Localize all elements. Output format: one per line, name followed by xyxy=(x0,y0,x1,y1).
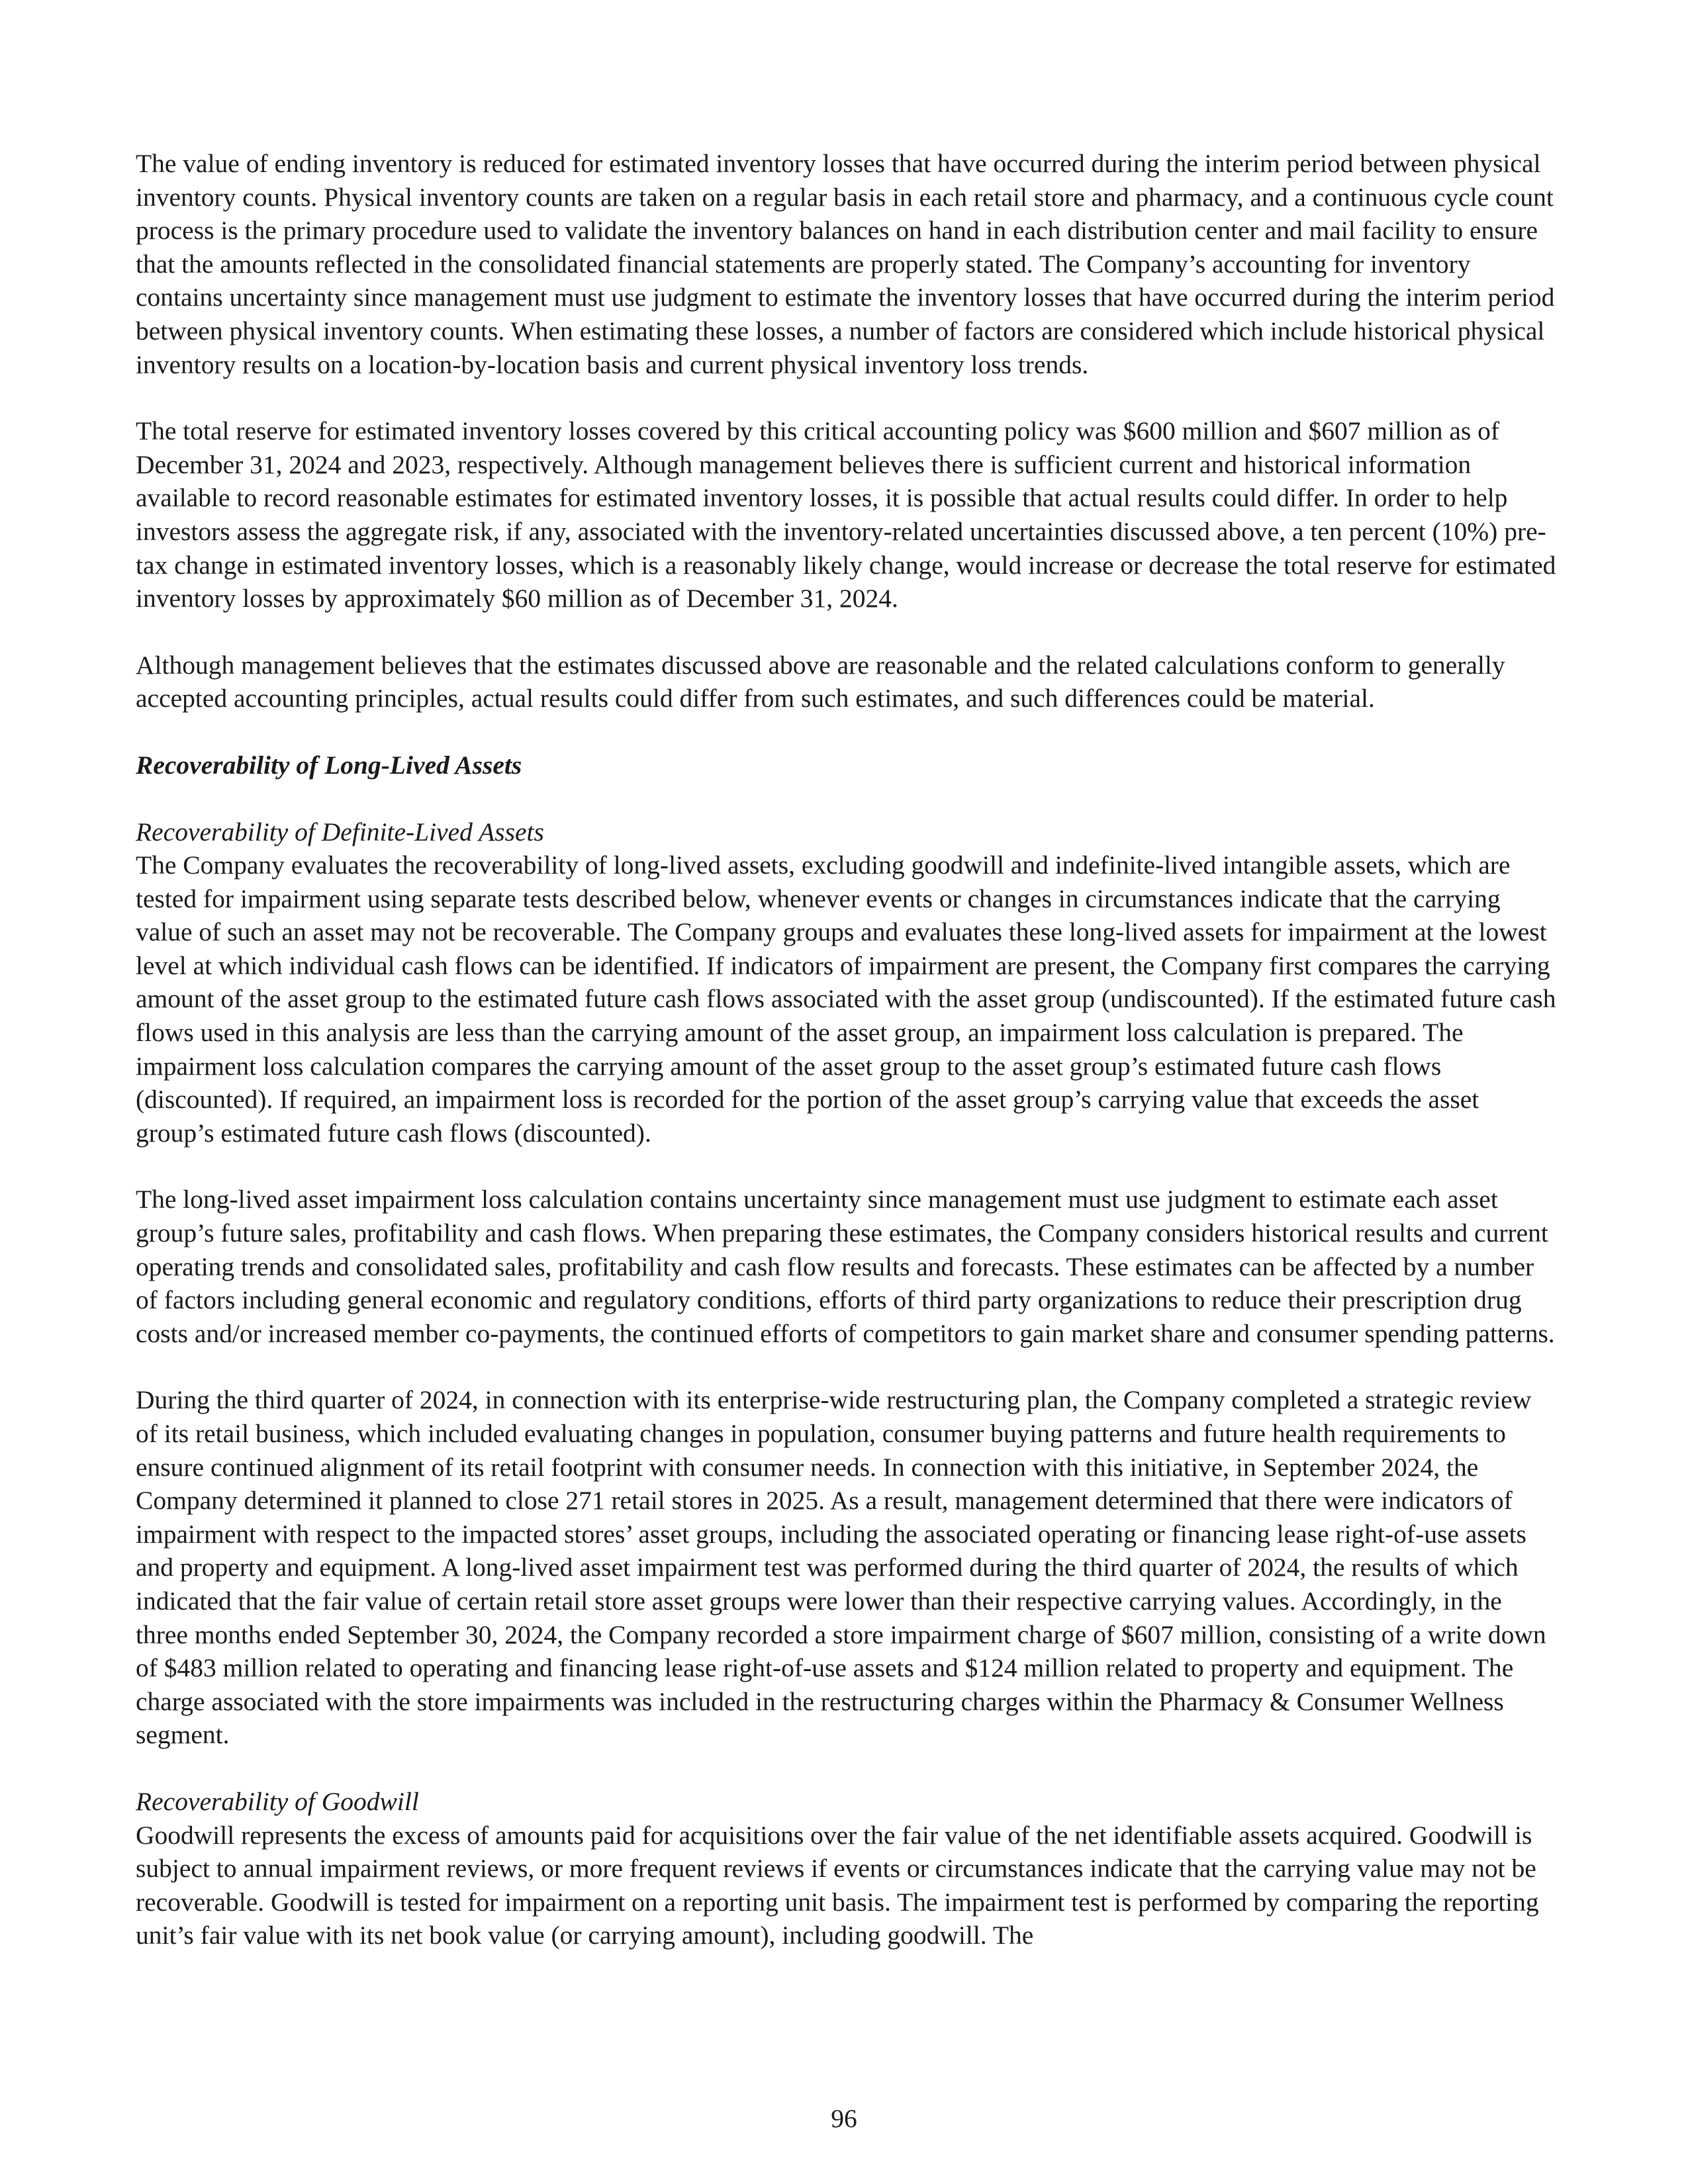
paragraph-estimates-reasonable: Although management believes that the estimates discussed above are reasonable and the related calculations conform to generally accepted accounting principles, actual results could differ from such estimates, and such differences could be material. xyxy=(136,650,1505,713)
subheading-goodwill: Recoverability of Goodwill xyxy=(136,1786,419,1816)
paragraph-definite-lived: The Company evaluates the recoverability of long-lived assets, excluding goodwill and indefinite-lived intangible assets, which are tested for impairment using separate tests described below, whenever events or changes in circumstances indicate that the carrying value of such an asset may not be recoverable. The Company groups and evaluates these long-lived assets for impairment at the lowest level at which individual cash flows can be identified. If indicators of impairment are present, the Company first compares the carrying amount of the asset group to the estimated future cash flows associated with the asset group (undiscounted). If the estimated future cash flows used in this analysis are less than the carrying amount of the asset group, an impairment loss calculation is prepared. The impairment loss calculation compares the carrying amount of the asset group to the asset group’s estimated future cash flows (discounted). If required, an impairment loss is recorded for the portion of the asset group’s carrying value that exceeds the asset group’s estimated future cash flows (discounted). xyxy=(136,850,1556,1148)
paragraph-goodwill: Goodwill represents the excess of amounts paid for acquisitions over the fair value of the net identifiable assets acquired. Goodwill is subject to annual impairment reviews, or more frequent reviews if events or circumstances indicate that the carrying value may not be recoverable. Goodwill is tested for impairment on a reporting unit basis. The impairment test is performed by comparing the reporting unit’s fair value with its net book value (or carrying amount), including goodwill. The xyxy=(136,1820,1539,1950)
section-heading-long-lived-assets: Recoverability of Long-Lived Assets xyxy=(136,750,522,780)
document-page xyxy=(136,147,1559,1952)
paragraph-inventory-reserve: The total reserve for estimated inventory losses covered by this critical accounting policy was $600 million and $607 million as of December 31, 2024 and 2023, respectively. Although management believes there is sufficient current and historical information available to record reasonable estimates for estimated inventory losses, it is possible that actual results could differ. In order to help investors assess the aggregate risk, if any, associated with the inventory-related uncertainties discussed above, a ten percent (10%) pre-tax change in estimated inventory losses, which is a reasonably likely change, would increase or decrease the total reserve for estimated inventory losses by approximately $60 million as of December 31, 2024. xyxy=(136,416,1556,614)
subheading-definite-lived-assets: Recoverability of Definite-Lived Assets xyxy=(136,817,544,846)
paragraph-store-impairment: During the third quarter of 2024, in connection with its enterprise-wide restructuring plan, the Company completed a strategic review of its retail business, which included evaluating changes in population, consumer buying patterns and future health requirements to ensure continued alignment of its retail footprint with consumer needs. In connection with this initiative, in September 2024, the Company determined it planned to close 271 retail stores in 2025. As a result, management determined that there were indicators of impairment with respect to the impacted stores’ asset groups, including the associated operating or financing lease right-of-use assets and property and equipment. A long-lived asset impairment test was performed during the third quarter of 2024, the results of which indicated that the fair value of certain retail store asset groups were lower than their respective carrying values. Accordingly, in the three months ended September 30, 2024, the Company recorded a store impairment charge of $607 million, consisting of a write down of $483 million related to operating and financing lease right-of-use assets and $124 million related to property and equipment. The charge associated with the store impairments was included in the restructuring charges within the Pharmacy & Consumer Wellness segment. xyxy=(136,1385,1546,1750)
paragraph-impairment-uncertainty: The long-lived asset impairment loss calculation contains uncertainty since management must use judgment to estimate each asset group’s future sales, profitability and cash flows. When preparing these estimates, the Company considers historical results and current operating trends and consolidated sales, profitability and cash flow results and forecasts. These estimates can be affected by a number of factors including general economic and regulatory conditions, efforts of third party organizations to reduce their prescription drug costs and/or increased member co-payments, the continued efforts of competitors to gain market share and consumer spending patterns. xyxy=(136,1185,1555,1348)
paragraph-inventory-losses: The value of ending inventory is reduced for estimated inventory losses that have occurred during the interim period between physical inventory counts. Physical inventory counts are taken on a regular basis in each retail store and pharmacy, and a continuous cycle count process is the primary procedure used to validate the inventory balances on hand in each distribution center and mail facility to ensure that the amounts reflected in the consolidated financial statements are properly stated. The Company’s accounting for inventory contains uncertainty since management must use judgment to estimate the inventory losses that have occurred during the interim period between physical inventory counts. When estimating these losses, a number of factors are considered which include historical physical inventory results on a location-by-location basis and current physical inventory loss trends. xyxy=(136,149,1555,379)
page-number: 96 xyxy=(831,2104,857,2133)
